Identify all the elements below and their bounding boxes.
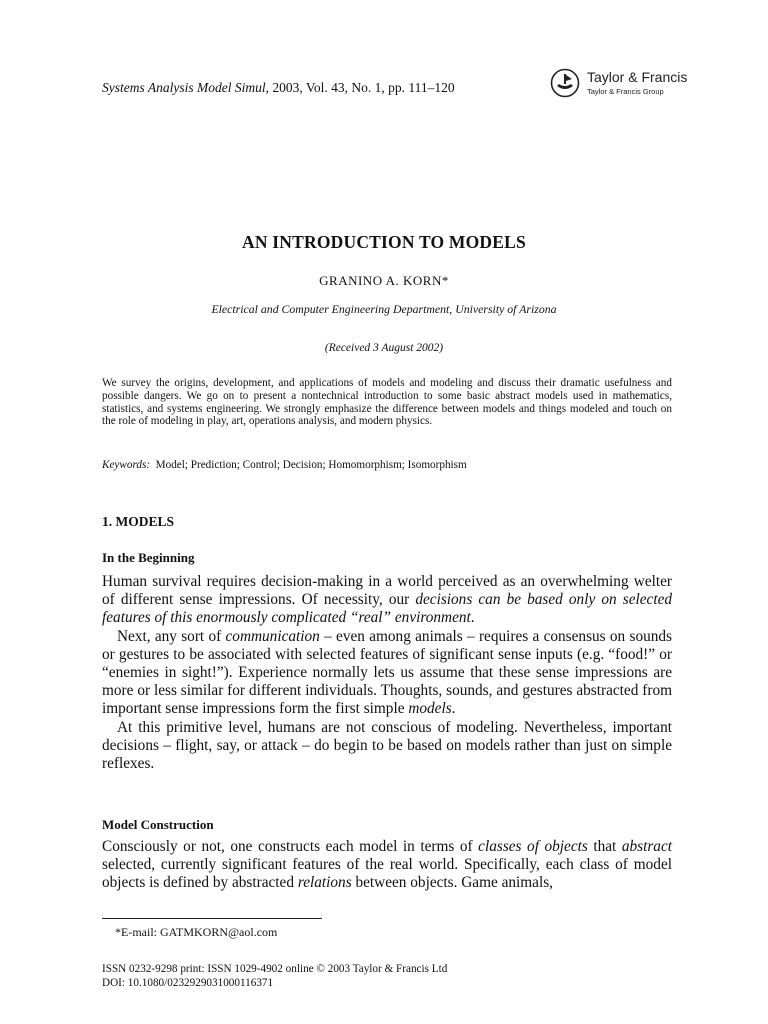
doi-line: DOI: 10.1080/0232929031000116371 <box>102 977 274 989</box>
body-paragraph: Human survival requires decision-making in a world perceived as an overwhelming welter of different sense impressions. Of necessity, our decisions can be based only on selected features of this enormously complicated “real” environment. Next, any sort of communication – even among animals – requires a consensus on sounds or gestures to be associated with selected features of significant sense inputs (e.g. “food!” or “enemies in sight!”). Experience normally lets us assume that these sense impressions are more or less similar for different individuals. Thoughts, sounds, and gestures abstracted from important sense impressions form the first simple models. At this primitive level, humans are not conscious of modeling. Nevertheless, important decisions – flight, say, or attack – do begin to be based on models rather than just on simple reflexes. <box>102 573 673 773</box>
publisher-name: Taylor & Francis <box>587 69 688 85</box>
article-author: GRANINO A. KORN* <box>319 273 449 288</box>
subsection-heading-beginning: In the Beginning <box>102 550 195 565</box>
journal-name: Systems Analysis Model Simul <box>102 80 266 95</box>
footnote-divider <box>102 918 322 919</box>
keywords-list: Model; Prediction; Control; Decision; Homomorphism; Isomorphism <box>155 459 467 471</box>
abstract: We survey the origins, development, and applications of models and modeling and discuss their dramatic usefulness and possible dangers. We go on to present a nontechnical introduction to some basic abstract models used in mathematics, statistics, and systems engineering. We strongly emphasize the difference between models and things modeled and touch on the role of modeling in play, art, operations analysis, and modern physics. <box>102 377 672 428</box>
publisher-logo-icon <box>550 68 580 98</box>
section-heading: 1. MODELS <box>102 514 175 529</box>
footnote-email: *E-mail: GATMKORN@aol.com <box>115 925 278 939</box>
issn-info <box>102 962 447 990</box>
author-affiliation: Electrical and Computer Engineering Department, University of Arizona <box>211 302 557 316</box>
publisher-group: Taylor & Francis Group <box>587 87 664 96</box>
publisher-logo <box>550 68 688 102</box>
keywords <box>102 459 672 471</box>
journal-volume-info: , 2003, Vol. 43, No. 1, pp. 111–120 <box>265 80 455 95</box>
article-title: AN INTRODUCTION TO MODELS <box>242 232 526 252</box>
keywords-label: Keywords: <box>102 459 151 471</box>
body-paragraph: Consciously or not, one constructs each model in terms of classes of objects that abstract selected, currently significant features of the real world. Specifically, each class of model objects is defined by abstracted relations between objects. Game animals, <box>102 838 672 892</box>
journal-citation <box>102 80 455 96</box>
subsection-heading-construction: Model Construction <box>102 817 214 832</box>
issn-line: ISSN 0232-9298 print: ISSN 1029-4902 online © 2003 Taylor & Francis Ltd <box>102 963 448 975</box>
received-date: (Received 3 August 2002) <box>324 342 444 354</box>
